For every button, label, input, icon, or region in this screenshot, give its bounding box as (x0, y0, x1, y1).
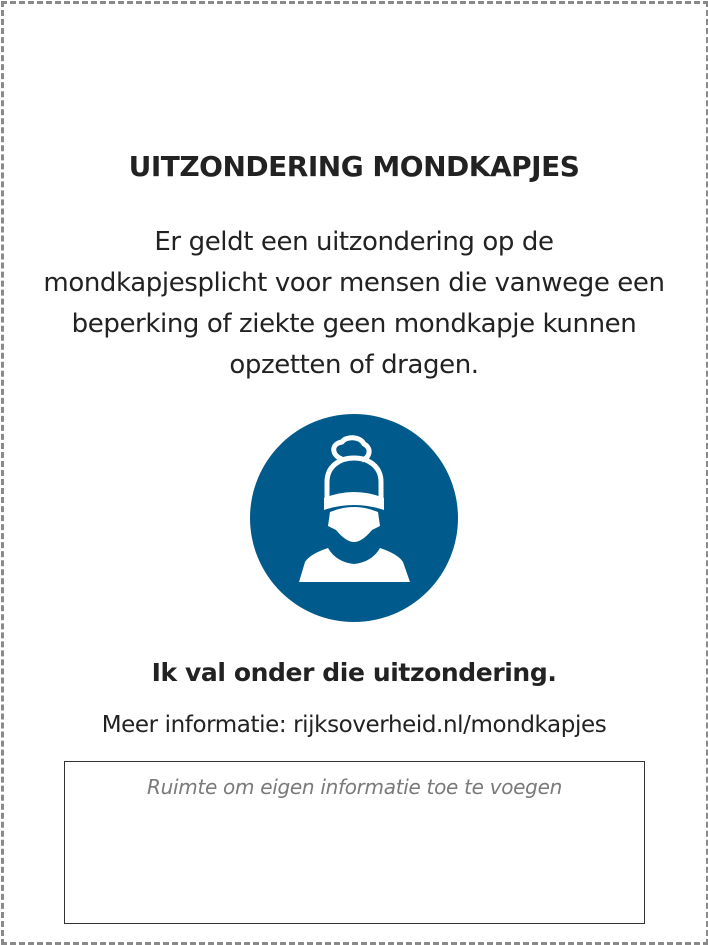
person-with-face-mask-icon (250, 414, 458, 622)
personal-info-placeholder: Ruimte om eigen informatie toe te voegen (147, 775, 562, 799)
exemption-statement: Ik val onder die uitzondering. (151, 658, 557, 687)
more-info-link[interactable]: Meer informatie: rijksoverheid.nl/mondkapjes (101, 712, 607, 738)
exemption-description: Er geldt een uitzondering op de mondkapjesplicht voor mensen die vanwege een beperking of ziekte geen mondkapje kunnen opzetten of dragen. (43, 227, 665, 380)
card-title: UITZONDERING MONDKAPJES (128, 150, 580, 183)
personal-info-box[interactable] (64, 761, 645, 924)
